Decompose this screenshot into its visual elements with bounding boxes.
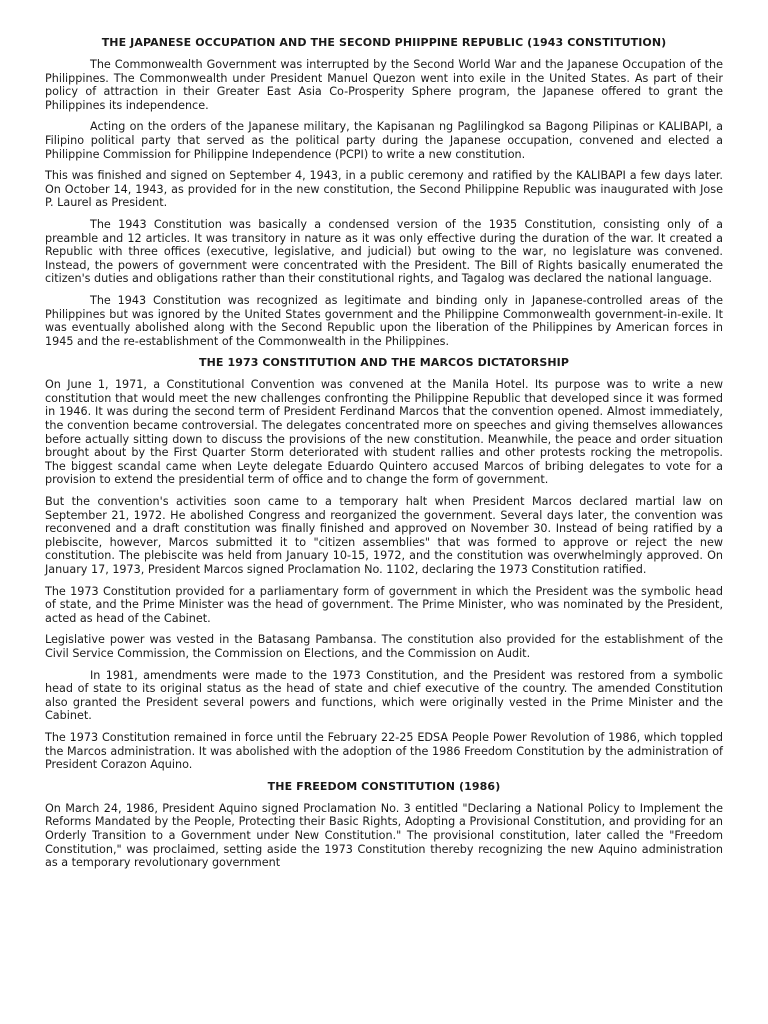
paragraph: On June 1, 1971, a Constitutional Convention was convened at the Manila Hotel. Its purpose was to write a new constitution that would meet the new challenges confronting the Philippine Republic that developed since it was formed in 1946. It was during the second term of President Ferdinand Marcos that the convention opened. Almost immediately, the convention became controversial. The delegates concentrated more on speeches and giving themselves allowances before actually sitting down to discuss the provisions of the new constitution. Meanwhile, the peace and order situation brought about by the First Quarter Storm deteriorated with student rallies and other protests rocking the metropolis. The biggest scandal came when Leyte delegate Eduardo Quintero accused Marcos of bribing delegates to vote for a provision to extend the presidential term of office and to change the form of government. bbox=[45, 378, 723, 487]
paragraph: The 1973 Constitution remained in force until the February 22-25 EDSA People Power Revolution of 1986, which toppled the Marcos administration. It was abolished with the adoption of the 1986 Freedom Constitution by the administration of President Corazon Aquino. bbox=[45, 730, 723, 772]
paragraph: The Commonwealth Government was interrupted by the Second World War and the Japanese Occupation of the Philippines. The Commonwealth under President Manuel Quezon went into exile in the United States. As part of their policy of attraction in their Greater East Asia Co-Prosperity Sphere program, the Japanese offered to grant the Philippines its independence. bbox=[45, 58, 723, 112]
section-heading-1986: THE FREEDOM CONSTITUTION (1986) bbox=[267, 779, 501, 793]
paragraph: In 1981, amendments were made to the 1973 Constitution, and the President was restored from a symbolic head of state to its original status as the head of state and chief executive of the country. The amended Constitution also granted the President several powers and functions, which were originally vested in the Prime Minister and the Cabinet. bbox=[45, 668, 723, 723]
paragraph: Legislative power was vested in the Batasang Pambansa. The constitution also provided for the establishment of the Civil Service Commission, the Commission on Elections, and the Commission on Audit. bbox=[45, 633, 723, 660]
section-heading-1973: THE 1973 CONSTITUTION AND THE MARCOS DICTATORSHIP bbox=[198, 356, 570, 370]
paragraph: But the convention's activities soon came to a temporary halt when President Marcos declared martial law on September 21, 1972. He abolished Congress and reorganized the government. Several days later, the convention was reconvened and a draft constitution was finally finished and approved on November 30. Instead of being ratified by a plebiscite, however, Marcos submitted it to "citizen assemblies" that was formed to approve or reject the new constitution. The plebiscite was held from January 10-15, 1972, and the constitution was overwhelmingly approved. On January 17, 1973, President Marcos signed Proclamation No. 1102, declaring the 1973 Constitution ratified. bbox=[45, 495, 723, 576]
paragraph: Acting on the orders of the Japanese military, the Kapisanan ng Paglilingkod sa Bagong Pilipinas or KALIBAPI, a Filipino political party that served as the political party during the Japanese occupation, convened and elected a Philippine Commission for Philippine Independence (PCPI) to write a new constitution. bbox=[45, 120, 723, 161]
paragraph: The 1943 Constitution was basically a condensed version of the 1935 Constitution, consisting only of a preamble and 12 articles. It was transitory in nature as it was only effective during the duration of the war. It created a Republic with three offices (executive, legislative, and judicial) but owing to the war, no legislature was convened. Instead, the powers of government were concentrated with the President. The Bill of Rights basically enumerated the citizen's duties and obligations rather than their constitutional rights, and Tagalog was declared the national language. bbox=[45, 217, 723, 286]
paragraph: On March 24, 1986, President Aquino signed Proclamation No. 3 entitled "Declaring a National Policy to Implement the Reforms Mandated by the People, Protecting their Basic Rights, Adopting a Provisional Constitution, and providing for an Orderly Transition to a Government under New Constitution." The provisional constitution, later called the "Freedom Constitution," was proclaimed, setting aside the 1973 Constitution thereby recognizing the new Aquino administration as a temporary revolutionary government bbox=[45, 801, 723, 870]
paragraph: The 1973 Constitution provided for a parliamentary form of government in which the President was the symbolic head of state, and the Prime Minister was the head of government. The Prime Minister, who was nominated by the President, acted as head of the Cabinet. bbox=[45, 584, 723, 625]
paragraph: The 1943 Constitution was recognized as legitimate and binding only in Japanese-controlled areas of the Philippines but was ignored by the United States government and the Philippine Commonwealth government-in-exile. It was eventually abolished along with the Second Republic upon the liberation of the Philippines by American forces in 1945 and the re-establishment of the Commonwealth in the Philippines. bbox=[45, 293, 723, 348]
paragraph: This was finished and signed on September 4, 1943, in a public ceremony and ratified by the KALIBAPI a few days later. On October 14, 1943, as provided for in the new constitution, the Second Philippine Republic was inaugurated with Jose P. Laurel as President. bbox=[45, 169, 723, 210]
section-heading-1943: THE JAPANESE OCCUPATION AND THE SECOND PHIIPPINE REPUBLIC (1943 CONSTITUTION) bbox=[101, 36, 667, 49]
